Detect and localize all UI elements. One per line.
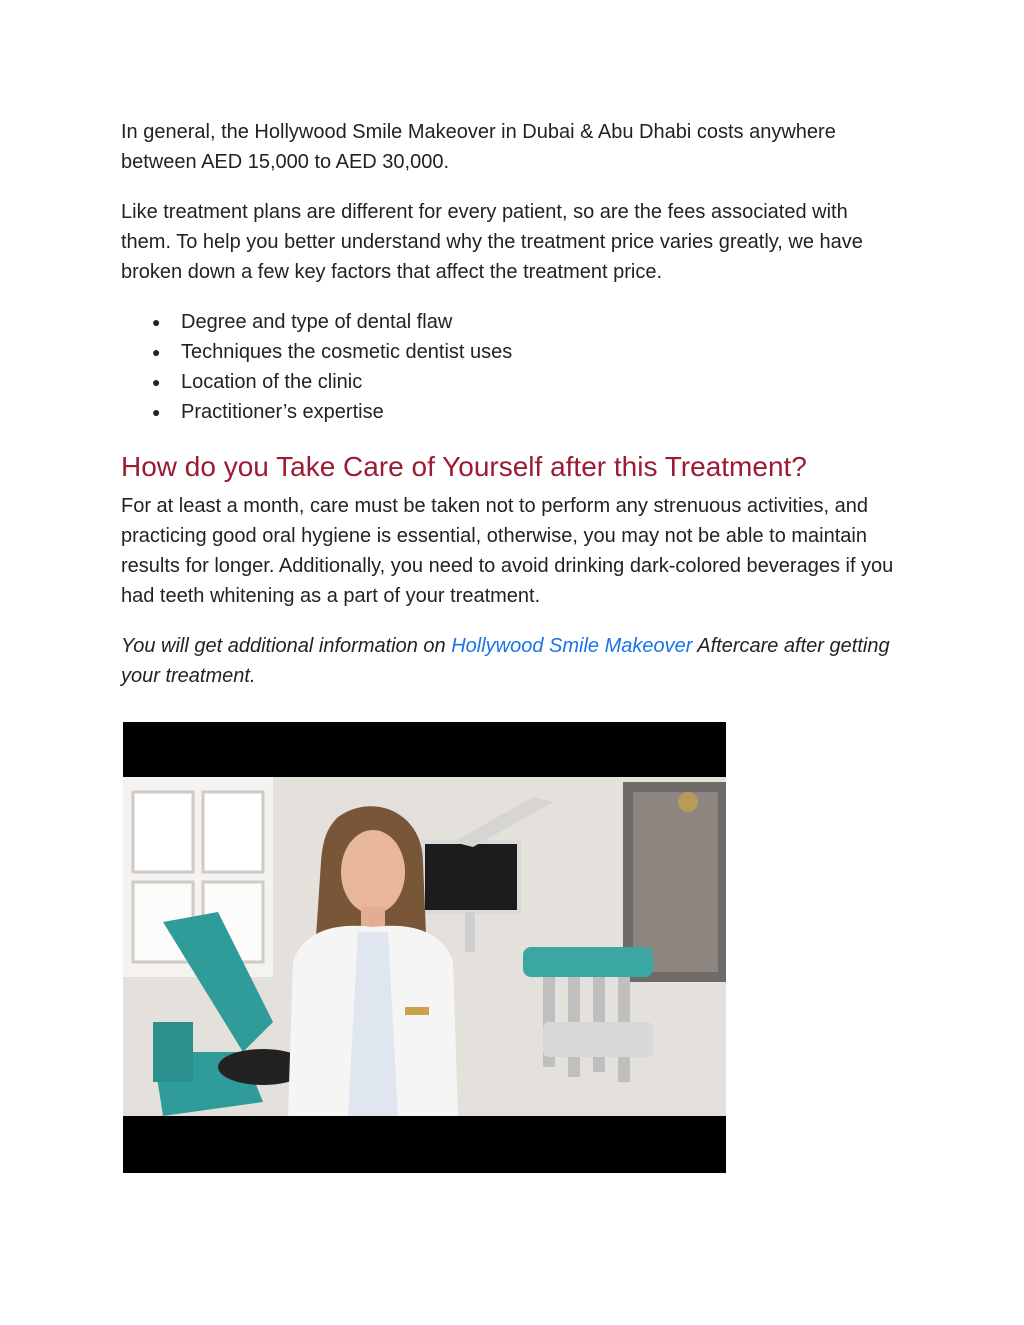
- aftercare-paragraph: For at least a month, care must be taken not to perform any strenuous activities, and practicing good oral hygiene is essential, otherwise, you may not be able to maintain results for longer. Additionally, you need to avoid drinking dark-colored beverages if you had teeth whitening as a part of your treatment.: [121, 495, 894, 607]
- bullet-icon: ●: [152, 404, 161, 420]
- list-item-text: Degree and type of dental flaw: [181, 311, 453, 333]
- list-item-text: Practitioner’s expertise: [181, 401, 384, 423]
- hollywood-smile-makeover-link[interactable]: Hollywood Smile Makeover: [451, 635, 693, 657]
- list-item: [121, 397, 901, 427]
- list-item: [121, 337, 901, 367]
- aftercare-note: [121, 631, 901, 691]
- bullet-icon: ●: [152, 374, 161, 390]
- aftercare-heading: How do you Take Care of Yourself after this Treatment?: [121, 451, 807, 482]
- aftercare-note-suffix: Aftercare after getting your treatment.: [121, 635, 890, 687]
- video-frame-image: [123, 722, 726, 1173]
- bullet-icon: ●: [152, 314, 161, 330]
- list-item-text: Techniques the cosmetic dentist uses: [181, 341, 513, 363]
- intro-paragraph-factors: Like treatment plans are different for every patient, so are the fees associated with them. To help you better understand why the treatment price varies greatly, we have broken down a few key factors that affect the treatment price.: [121, 201, 863, 283]
- aftercare-note-prefix: You will get additional information on: [121, 635, 452, 657]
- list-item: [121, 367, 901, 397]
- factors-list: [121, 307, 901, 427]
- document-page: [121, 117, 901, 691]
- video-thumbnail[interactable]: [123, 722, 726, 1173]
- bullet-icon: ●: [152, 344, 161, 360]
- list-item: [121, 307, 901, 337]
- list-item-text: Location of the clinic: [181, 371, 363, 393]
- intro-paragraph-cost: In general, the Hollywood Smile Makeover in Dubai & Abu Dhabi costs anywhere between AED 15,000 to AED 30,000.: [121, 121, 836, 173]
